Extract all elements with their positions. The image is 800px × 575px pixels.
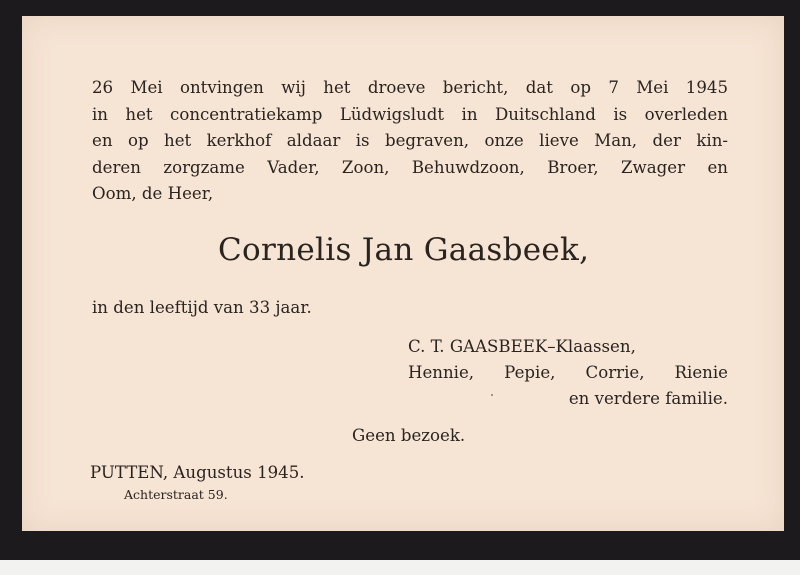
no-visit-note: Geen bezoek. [352, 426, 466, 445]
deceased-name: Cornelis Jan Gaasbeek, [218, 232, 590, 268]
announcement-paragraph [92, 75, 728, 208]
paragraph-line: in het concentratiekamp Lüdwigsludt in Duitschland is overleden [92, 104, 728, 124]
signatory-family: en verdere familie. [568, 389, 728, 408]
paragraph-line: 26 Mei ontvingen wij het droeve bericht, dat op 7 Mei 1945 [92, 78, 728, 97]
paragraph-line: en op het kerkhof aldaar is begraven, onze lieve Man, der kin- [92, 131, 728, 150]
paragraph-line: Oom, de Heer, [92, 184, 214, 203]
signatory-children: Hennie, Pepie, Corrie, Rienie [408, 363, 728, 382]
place-date: PUTTEN, Augustus 1945. [90, 463, 305, 482]
address: Achterstraat 59. [124, 487, 228, 502]
signatories [408, 334, 728, 412]
paragraph-line: deren zorgzame Vader, Zoon, Behuwdzoon, Broer, Zwager en [92, 157, 728, 177]
age-line: in den leeftijd van 33 jaar. [92, 298, 312, 317]
signatory-widow: C. T. GAASBEEK–Klaassen, [408, 337, 636, 356]
mourning-card [22, 16, 784, 531]
paper-speck [491, 394, 493, 396]
